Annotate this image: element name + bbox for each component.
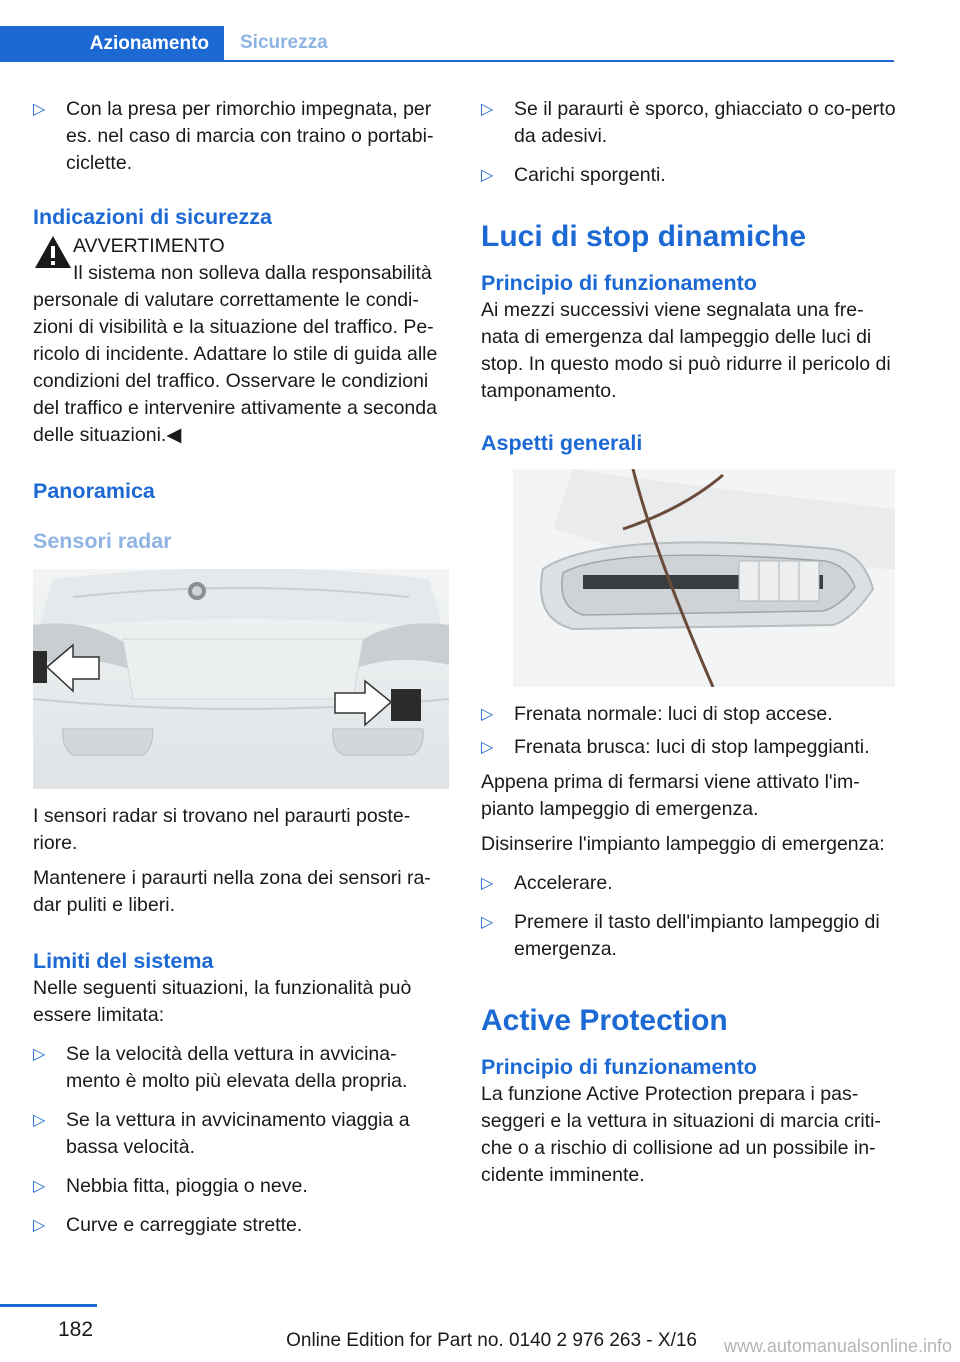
warning-text-first: Il sistema non solleva dalla responsabilità	[73, 262, 432, 284]
brake-lights-heading: Luci di stop dinamiche	[481, 220, 807, 253]
list-item: ▷ Accelerare.	[481, 870, 897, 897]
list-item: ▷ Premere il tasto dell'impianto lampeggio di emergenza.	[481, 911, 880, 960]
triangle-bullet-icon: ▷	[481, 875, 494, 892]
triangle-bullet-icon: ▷	[481, 706, 494, 723]
watermark: www.automanualsonline.info	[723, 1336, 952, 1356]
edition-text: Online Edition for Part no. 0140 2 976 263 - X/16	[286, 1330, 697, 1351]
disable-para: Disinserire l'impianto lampeggio di emergenza:	[481, 833, 885, 855]
list-item: ▷ Frenata brusca: luci di stop lampeggianti.	[481, 734, 897, 761]
list-item: ▷ Frenata normale: luci di stop accese.	[481, 701, 897, 728]
right-column	[481, 96, 897, 1189]
triangle-bullet-icon: ▷	[33, 1112, 46, 1129]
triangle-bullet-icon: ▷	[481, 739, 494, 756]
active-para: La funzione Active Protection prepara i pas-seggeri e la vettura in situazioni di marcia criti-che o a rischio di collisione ad un possibile in-cidente imminente.	[481, 1083, 881, 1186]
tab-underline	[224, 60, 894, 62]
limits-list	[33, 1041, 449, 1239]
left-column	[33, 96, 449, 1239]
list-item: ▷ Carichi sporgenti.	[481, 162, 897, 189]
principle-heading: Principio di funzionamento	[481, 271, 757, 295]
tab-sicurezza[interactable]: Sicurezza	[240, 32, 328, 53]
radar-para-1: I sensori radar si trovano nel paraurti poste-riore.	[33, 805, 411, 854]
safety-heading: Indicazioni di sicurezza	[33, 205, 272, 229]
limits-intro: Nelle seguenti situazioni, la funzionalità può essere limitata:	[33, 977, 412, 1026]
page-number-rule	[0, 1304, 97, 1307]
triangle-bullet-icon: ▷	[481, 914, 494, 931]
list-item: ▷ Con la presa per rimorchio impegnata, per es. nel caso di marcia con traino o portabi-ciclette.	[33, 98, 434, 174]
page-number: 182	[58, 1318, 94, 1341]
triangle-bullet-icon: ▷	[481, 167, 494, 184]
brake-list	[481, 701, 897, 761]
hazard-para: Appena prima di fermarsi viene attivato l'im-pianto lampeggio di emergenza.	[481, 771, 860, 820]
active-protection-heading: Active Protection	[481, 1004, 728, 1037]
radar-para-2: Mantenere i paraurti nella zona dei sensori ra-dar puliti e liberi.	[33, 867, 431, 916]
triangle-bullet-icon: ▷	[481, 101, 494, 118]
general-heading: Aspetti generali	[481, 431, 643, 455]
triangle-bullet-icon: ▷	[33, 1217, 46, 1234]
warning-triangle-icon	[33, 233, 73, 271]
warning-block	[33, 233, 449, 287]
brake-para: Ai mezzi successivi viene segnalata una fre-nata di emergenza dal lampeggio delle luci di stop. In questo modo si può ridurre il pericolo di tamponamento.	[481, 299, 891, 402]
disable-list	[481, 870, 897, 963]
triangle-bullet-icon: ▷	[33, 1046, 46, 1063]
list-item: ▷ Se la velocità della vettura in avvicina-mento è molto più elevata della propria.	[33, 1043, 408, 1092]
brake-light-photo	[513, 469, 895, 687]
header-tabs	[0, 26, 894, 62]
active-principle-heading: Principio di funzionamento	[481, 1055, 757, 1079]
triangle-bullet-icon: ▷	[33, 1178, 46, 1195]
overview-heading: Panoramica	[33, 479, 155, 503]
list-item: ▷ Curve e carreggiate strette.	[33, 1212, 449, 1239]
warning-text: personale di valutare correttamente le condi-zioni di visibilità e la situazione del traffico. Pe-ricolo di incidente. Adattare lo stile di guida alle condizioni del traffico. Osservare le condizioni del traffico e intervenire attivamente a seconda delle situazioni.◀	[33, 289, 438, 446]
warning-label: AVVERTIMENTO	[73, 235, 225, 257]
list-item: ▷ Se la vettura in avvicinamento viaggia a bassa velocità.	[33, 1109, 410, 1158]
triangle-bullet-icon: ▷	[33, 101, 46, 118]
radar-sensor-photo	[33, 569, 449, 789]
tab-azionamento[interactable]: Azionamento	[0, 26, 224, 62]
radar-heading: Sensori radar	[33, 529, 172, 553]
limits-heading: Limiti del sistema	[33, 949, 214, 973]
list-item: ▷ Se il paraurti è sporco, ghiacciato o co-perto da adesivi.	[481, 98, 896, 147]
list-item: ▷ Nebbia fitta, pioggia o neve.	[33, 1173, 449, 1200]
